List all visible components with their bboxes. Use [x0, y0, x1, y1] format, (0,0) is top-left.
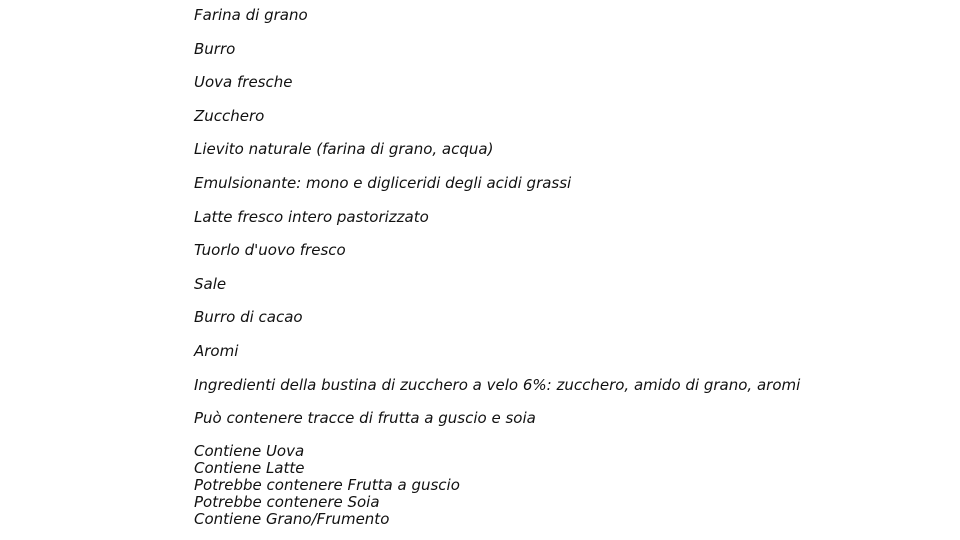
ingredient-item: Sale: [194, 274, 227, 293]
ingredient-item: Farina di grano: [194, 6, 308, 24]
ingredient-list: [194, 5, 894, 442]
ingredient-item: Ingredienti della bustina di zucchero a velo 6%: zucchero, amido di grano, aromi: [194, 375, 801, 394]
allergen-list: [194, 443, 460, 528]
ingredient-item: Burro: [194, 39, 236, 58]
allergen-item: Contiene Grano/Frumento: [194, 510, 390, 528]
ingredient-item: Lievito naturale (farina di grano, acqua): [194, 140, 494, 159]
allergen-item: Potrebbe contenere Soia: [194, 493, 380, 511]
ingredient-item: Zucchero: [194, 106, 265, 125]
ingredient-item: Latte fresco intero pastorizzato: [194, 207, 429, 226]
allergen-item: Contiene Latte: [194, 459, 305, 477]
ingredient-item: Emulsionante: mono e digliceridi degli acidi grassi: [194, 173, 572, 192]
allergen-item: Potrebbe contenere Frutta a guscio: [194, 476, 460, 494]
allergen-item: Contiene Uova: [194, 442, 305, 460]
ingredient-item: Tuorlo d'uovo fresco: [194, 241, 346, 260]
ingredient-item: Burro di cacao: [194, 308, 303, 327]
ingredient-item: Uova fresche: [194, 73, 293, 92]
ingredient-item: Aromi: [194, 341, 239, 360]
ingredient-item: Può contenere tracce di frutta a guscio e soia: [194, 409, 536, 428]
